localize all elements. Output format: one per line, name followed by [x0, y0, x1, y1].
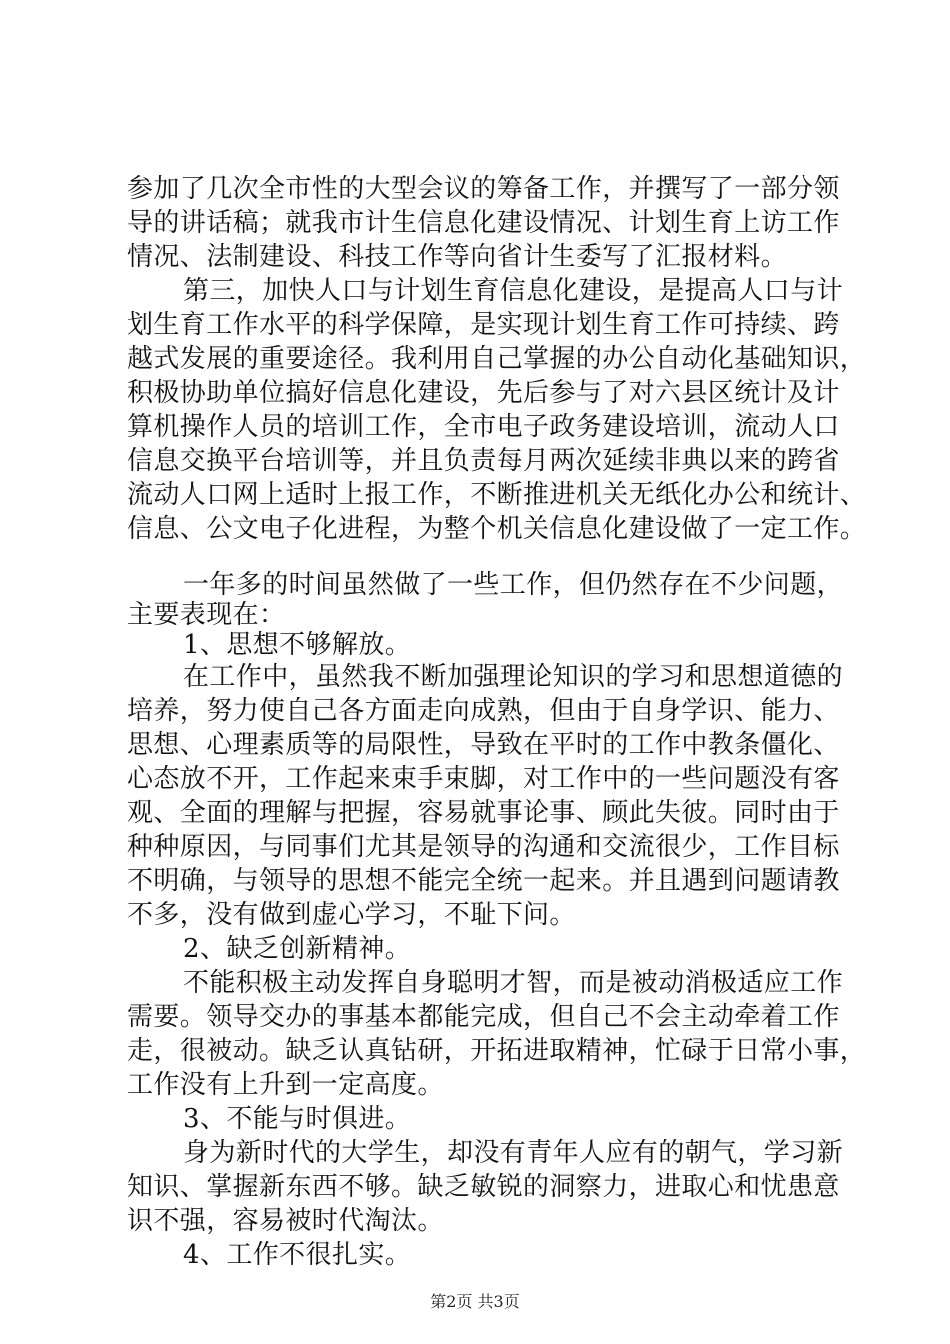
list-heading: 4、工作不很扎实。 [183, 1240, 412, 1270]
text-line: 不能积极主动发挥自身聪明才智，而是被动消极适应工作 [183, 968, 844, 998]
text-line: 识不强，容易被时代淘汰。 [127, 1206, 444, 1236]
text-line: 需要。领导交办的事基本都能完成，但自己不会主动牵着工作 [127, 1002, 840, 1032]
text-line: 算机操作人员的培训工作，全市电子政务建设培训，流动人口 [127, 412, 840, 442]
text-line: 积极协助单位搞好信息化建设，先后参与了对六县区统计及计 [127, 378, 840, 408]
text-line: 导的讲话稿；就我市计生信息化建设情况、计划生育上访工作 [127, 208, 840, 238]
text-line: 情况、法制建设、科技工作等向省计生委写了汇报材料。 [127, 242, 788, 272]
text-line: 第三，加快人口与计划生育信息化建设，是提高人口与计 [183, 276, 844, 306]
text-line: 主要表现在： [127, 600, 286, 630]
text-line: 观、全面的理解与把握，容易就事论事、顾此失彼。同时由于 [127, 798, 840, 828]
text-line: 走，很被动。缺乏认真钻研，开拓进取精神，忙碌于日常小事， [127, 1036, 867, 1066]
text-line: 知识、掌握新东西不够。缺乏敏锐的洞察力，进取心和忧患意 [127, 1172, 840, 1202]
text-line: 越式发展的重要途径。我利用自己掌握的办公自动化基础知识， [127, 344, 867, 374]
text-line: 参加了几次全市性的大型会议的筹备工作，并撰写了一部分领 [127, 174, 840, 204]
text-line: 一年多的时间虽然做了一些工作，但仍然存在不少问题， [183, 570, 844, 600]
list-heading: 1、思想不够解放。 [183, 630, 412, 660]
text-line: 在工作中，虽然我不断加强理论知识的学习和思想道德的 [183, 662, 844, 692]
text-line: 信息交换平台培训等，并且负责每月两次延续非典以来的跨省 [127, 446, 840, 476]
text-line: 种种原因，与同事们尤其是领导的沟通和交流很少，工作目标 [127, 832, 840, 862]
text-line: 划生育工作水平的科学保障，是实现计划生育工作可持续、跨 [127, 310, 840, 340]
list-heading: 3、不能与时俱进。 [183, 1104, 412, 1134]
text-line: 培养，努力使自己各方面走向成熟，但由于自身学识、能力、 [127, 696, 840, 726]
text-line: 思想、心理素质等的局限性，导致在平时的工作中教条僵化、 [127, 730, 840, 760]
text-line: 身为新时代的大学生，却没有青年人应有的朝气，学习新 [183, 1138, 844, 1168]
text-line: 不多，没有做到虚心学习，不耻下问。 [127, 900, 576, 930]
text-line: 流动人口网上适时上报工作，不断推进机关无纸化办公和统计、 [127, 480, 867, 510]
text-line: 不明确，与领导的思想不能完全统一起来。并且遇到问题请教 [127, 866, 840, 896]
text-line: 心态放不开，工作起来束手束脚，对工作中的一些问题没有客 [127, 764, 840, 794]
text-line: 工作没有上升到一定高度。 [127, 1070, 444, 1100]
text-line: 信息、公文电子化进程，为整个机关信息化建设做了一定工作。 [127, 514, 867, 544]
page-number-footer: 第2页 共3页 [430, 1292, 520, 1311]
list-heading: 2、缺乏创新精神。 [183, 934, 412, 964]
